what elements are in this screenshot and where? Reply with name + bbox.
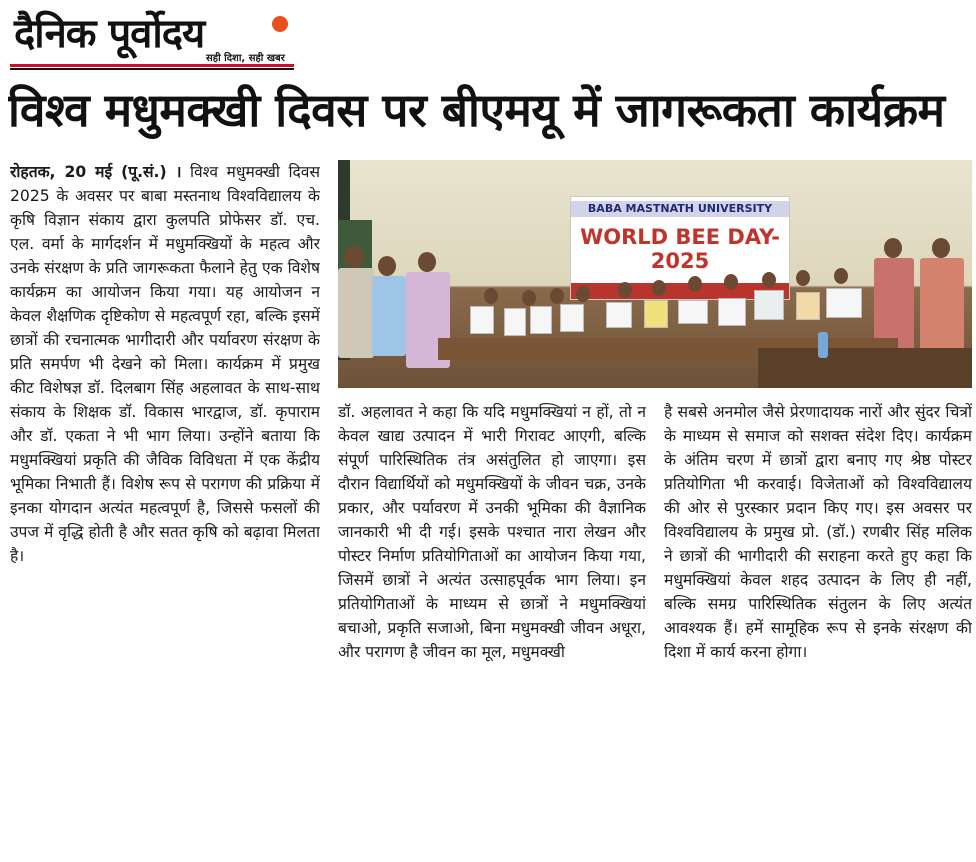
photo-table-front <box>758 348 972 388</box>
masthead-dot-icon <box>272 16 288 32</box>
student-head <box>796 270 810 286</box>
water-bottle <box>818 332 828 358</box>
student-poster <box>796 292 820 320</box>
student-head <box>522 290 536 306</box>
photo-banner <box>570 196 790 300</box>
student-head <box>618 282 632 298</box>
person-standing <box>920 258 964 358</box>
person-head <box>884 238 902 258</box>
student-poster <box>560 304 584 332</box>
student-head <box>762 272 776 288</box>
newspaper-tagline: सही दिशा, सही खबर <box>206 53 285 64</box>
person-head <box>418 252 436 272</box>
person-standing <box>372 276 406 356</box>
student-poster <box>504 308 526 336</box>
masthead <box>10 4 300 76</box>
article-column-2 <box>338 400 646 860</box>
student-head <box>652 280 666 296</box>
student-poster <box>530 306 552 334</box>
article-col3-text: है सबसे अनमोल जैसे प्रेरणादायक नारों और सुंदर चित्रों के माध्यम से समाज को सशक्त संदेश दिए। कार्यक्रम के अंतिम चरण में छात्रों द्वारा बनाए गए श्रेष्ठ पोस्टर प्रतियोगिता भी करवाई। विजेताओं को विश्वविद्यालय की ओर से पुरस्कार प्रदान किए गए। इस अवसर पर विश्वविद्यालय के प्रमुख प्रो. (डॉ.) रणबीर सिंह मलिक ने छात्रों की भागीदारी की सराहना करते हुए कहा कि मधुमक्खियां केवल शहद उत्पादन के लिए ही नहीं, बल्कि समग्र पारिस्थितिक संतुलन के लिए अत्यंत आवश्यक हैं। हमें सामूहिक रूप से इनके संरक्षण की दिशा में कार्य करना होगा। <box>664 403 972 661</box>
person-head <box>378 256 396 276</box>
article-headline: विश्व मधुमक्खी दिवस पर बीएमयू में जागरूकता कार्यक्रम <box>8 83 945 137</box>
student-head <box>834 268 848 284</box>
person-standing <box>338 268 374 358</box>
student-head <box>688 276 702 292</box>
student-poster <box>470 306 494 334</box>
student-head <box>484 288 498 304</box>
newspaper-name: दैनिक पूर्वोदय <box>14 11 205 57</box>
student-poster <box>644 300 668 328</box>
event-photo <box>338 160 972 388</box>
student-head <box>550 288 564 304</box>
student-poster <box>826 288 862 318</box>
article-col1-text: विश्व मधुमक्खी दिवस 2025 के अवसर पर बाबा मस्तनाथ विश्वविद्यालय के कृषि विज्ञान संकाय द्वारा कुलपति प्रोफेसर डॉ. एच. एल. वर्मा के मार्गदर्शन में मधुमक्खियों के महत्व और उनके संरक्षण के प्रति जागरूकता फैलाने हेतु एक विशेष कार्यक्रम का आयोजन किया गया। यह आयोजन न केवल शैक्षणिक दृष्टिकोण से महत्वपूर्ण रहा, बल्कि इसमें छात्रों की रचनात्मक भागीदारी और पर्यावरण संरक्षण के प्रति समर्पण भी देखने को मिला। कार्यक्रम में प्रमुख कीट विशेषज्ञ डॉ. दिलबाग सिंह अहलावत के साथ-साथ संकाय के शिक्षक डॉ. विकास भारद्वाज, डॉ. कृपाराम और डॉ. एकता ने भी भाग लिया। उन्होंने बताया कि मधुमक्खियां प्रकृति की जैविक विविधता में एक केंद्रीय भूमिका निभाती हैं। विशेष रूप से परागण की प्रक्रिया में इनका योगदान अत्यंत महत्वपूर्ण है, जिससे फसलों की उपज में वृद्धि होती है और सतत कृषि को बढ़ावा मिलता है। <box>10 163 320 565</box>
student-poster <box>718 298 746 326</box>
student-head <box>724 274 738 290</box>
article-dateline: रोहतक, 20 मई (पू.सं.) । <box>10 163 182 181</box>
student-poster <box>678 300 708 324</box>
masthead-rule-red <box>10 64 294 67</box>
article-column-3 <box>664 400 972 860</box>
article-col2-text: डॉ. अहलावत ने कहा कि यदि मधुमक्खियां न हों, तो न केवल खाद्य उत्पादन में भारी गिरावट आएगी, बल्कि संपूर्ण पारिस्थितिक तंत्र असंतुलित हो जाएगा। इस दौरान विद्यार्थियों को मधुमक्खियों के जीवन चक्र, उनके प्रकार, और पर्यावरण में उनकी भूमिका की वैज्ञानिक जानकारी भी दी गई। इसके पश्चात नारा लेखन और पोस्टर निर्माण प्रतियोगिताओं का आयोजन किया गया, जिसमें छात्रों ने अत्यंत उत्साहपूर्वक भाग लिया। इन प्रतियोगिताओं के माध्यम से छात्रों ने मधुमक्खियां बचाओ, प्रकृति सजाओ, बिना मधुमक्खी जीवन अधूरा, और परागण है जीवन का मूल, मधुमक्खी <box>338 403 646 661</box>
person-head <box>932 238 950 258</box>
student-poster <box>754 290 784 320</box>
student-poster <box>606 302 632 328</box>
masthead-rule-black <box>10 68 294 70</box>
article-column-1 <box>10 160 320 860</box>
banner-university-name: BABA MASTNATH UNIVERSITY <box>571 201 789 217</box>
student-head <box>576 286 590 302</box>
person-head <box>344 246 364 268</box>
banner-event-title: WORLD BEE DAY-2025 <box>580 225 780 273</box>
